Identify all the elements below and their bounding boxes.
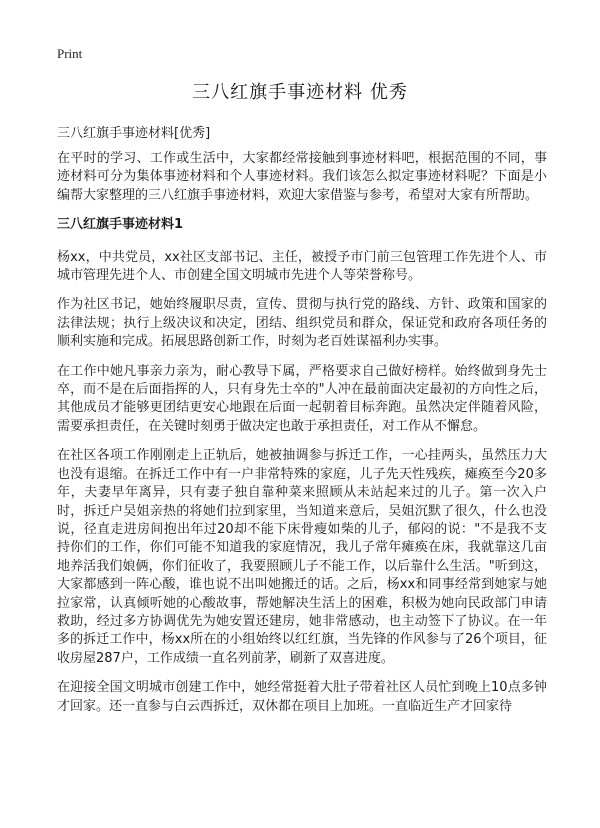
- article-body: [57, 150, 547, 727]
- body-paragraph: 在社区各项工作刚刚走上正轨后，她被抽调参与拆迁工作，一心挂两头，虽然压力大也没有退缩。在拆迁工作中有一户非常特殊的家庭，儿子先天性残疾，瘫痪至今20多年，夫妻早年离异，只有妻子独自靠种菜来照顾从未站起来过的儿子。第一次入户时，拆迁户吴姐亲热的将她们拉到家里，当知道来意后，吴姐沉默了很久，什么也没说，径直走进房间抱出年过20却不能下床骨瘦如柴的儿子，郁闷的说："不是我不支持你们的工作，你们可能不知道我的家庭情况，我儿子常年瘫痪在床，我就靠这几亩地养活我们娘俩，你们征收了，我要照顾儿子不能工作，以后靠什么生活。"听到这，大家都感到一阵心酸，谁也说不出叫她搬迁的话。之后，杨xx和同事经常到她家与她拉家常，认真倾听她的心酸故事，帮她解决生活上的困难，积极为她向民政部门申请救助，经过多方协调优先为她安置还建房，她非常感动，也主动签下了协议。在一年多的拆迁工作中，杨xx所在的小组始终以红红旗，当先锋的作风参与了26个项目，征收房屋287户，工作成绩一直名列前茅，刷新了双喜进度。: [57, 448, 547, 666]
- body-paragraph: 杨xx，中共党员，xx社区支部书记、主任，被授予市门前三包管理工作先进个人、市城市管理先进个人、市创建全国文明城市先进个人等荣誉称号。: [57, 249, 547, 284]
- print-link[interactable]: Print: [57, 46, 83, 61]
- body-paragraph: 在迎接全国文明城市创建工作中，她经常挺着大肚子带着社区人员忙到晚上10点多钟才回家。还一直参与白云西拆迁，双休都在项目上加班。一直临近生产才回家待: [57, 680, 547, 714]
- document-subtitle: 三八红旗手事迹材料[优秀]: [57, 126, 211, 141]
- body-paragraph: 作为社区书记，她始终履职尽责，宣传、贯彻与执行党的路线、方针、政策和国家的法律法规；执行上级决议和决定，团结、组织党员和群众，保证党和政府各项任务的顺利实施和完成。拓展思路创新工作，时刻为老百姓谋福利办实事。: [57, 297, 547, 350]
- section-heading: 三八红旗手事迹材料1: [57, 217, 184, 233]
- intro-paragraph: 在平时的学习、工作或生活中，大家都经常接触到事迹材料吧，根据范围的不同，事迹材料可分为集体事迹材料和个人事迹材料。我们该怎么拟定事迹材料呢？下面是小编帮大家整理的三八红旗手事迹材料，欢迎大家借鉴与参考，希望对大家有所帮助。: [57, 151, 547, 203]
- page-title: 三八红旗手事迹材料 优秀: [192, 82, 408, 103]
- body-paragraph: 在工作中她凡事亲力亲为，耐心教导下属，严格要求自己做好榜样。始终做到身先士卒，而不是在后面指挥的人，只有身先士卒的"人冲在最前面决定最初的方向性之后，其他成员才能够更团结更安心地跟在后面一起朝着目标奔跑。虽然决定伴随着风险，需要承担责任，在关键时刻勇于做决定也敢于承担责任，对工作从不懈怠。: [57, 363, 547, 434]
